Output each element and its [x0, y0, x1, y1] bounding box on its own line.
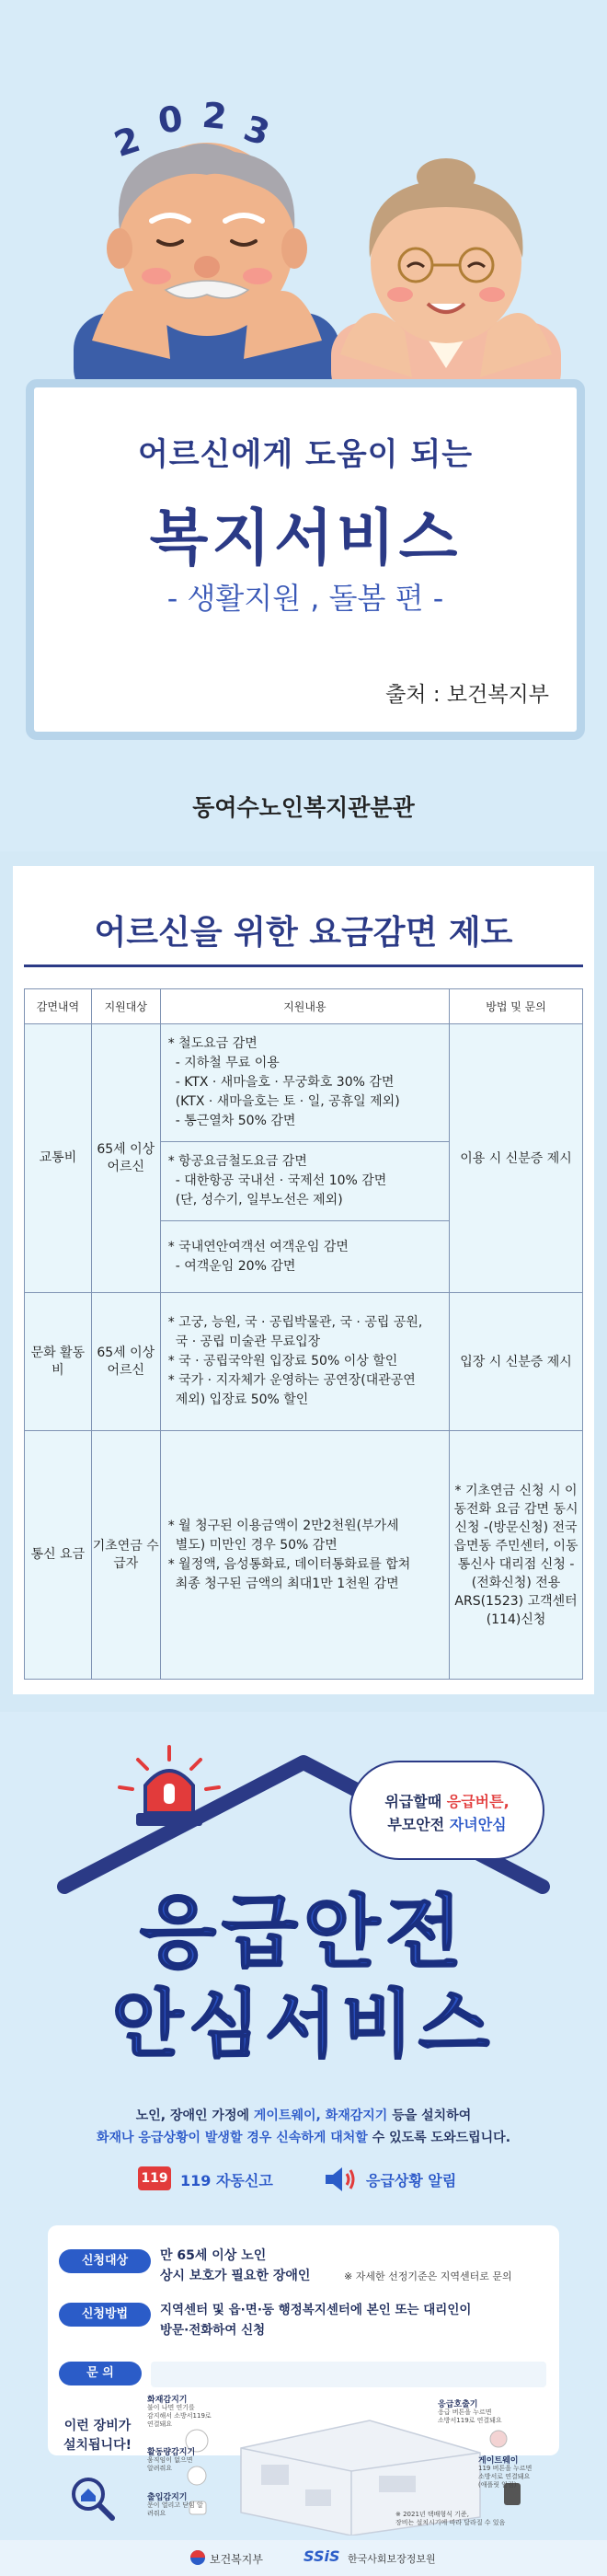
- speaker-icon: [322, 2165, 359, 2194]
- alert-features: [138, 2161, 506, 2198]
- bubble-line-2: 부모안전 자녀안심: [387, 1816, 507, 1833]
- content-line: - KTX · 새마을호 · 무궁화호 30% 감면: [175, 1075, 395, 1090]
- emergency-section: [0, 1712, 607, 2576]
- method-line-2: 방문·전화하여 신청: [160, 2323, 266, 2338]
- content-line: 최종 청구된 금액의 최대1만 1천원 감면: [175, 1576, 399, 1591]
- emergency-alert-label: 응급상황 알림: [366, 2172, 457, 2189]
- inquiry-pill: 문 의: [59, 2362, 142, 2385]
- ssis-logo: SSiS: [304, 2547, 340, 2565]
- fee-panel: [13, 866, 594, 1694]
- target-telecom: 기초연금 수급자: [91, 1431, 160, 1680]
- method-line: 읍면동 주민센터,: [453, 1538, 550, 1554]
- content-line: * 국가 · 지자체가 운영하는 공연장(대관공연: [167, 1373, 416, 1388]
- target-pill: 신청대상: [59, 2249, 151, 2273]
- service-title-2: 안심서비스: [111, 1981, 496, 2067]
- content-line: - 지하철 무료 이용: [175, 1056, 280, 1070]
- content-line: * 월 청구된 이용금액이 2만2천원(부가세: [167, 1518, 399, 1533]
- footer: [0, 2540, 607, 2576]
- device-fire-desc: 불이 나면 연기를 감지해서 소방서119로 연결돼요: [147, 2404, 212, 2428]
- device-question: 이런 장비가 설치됩니다!: [63, 2419, 132, 2453]
- device-door-desc: 문이 열리고 닫힘 알 려줘요: [147, 2501, 203, 2517]
- header-method: 방법 및 문의: [450, 989, 583, 1024]
- method-line: 고객센터(114)신청: [486, 1593, 578, 1627]
- device-activity-label: 활동량감지기: [147, 2448, 196, 2457]
- mohw-logo-icon: [189, 2549, 206, 2566]
- title-card: [26, 379, 585, 740]
- target-note: ※ 자세한 선정기준은 지역센터로 문의: [344, 2270, 512, 2282]
- content-line: * 국내연안여객선 여객운임 감면: [167, 1239, 349, 1254]
- device-door-label: 출입감지기: [147, 2493, 188, 2502]
- method-telecom: [450, 1431, 583, 1680]
- content-line: - 통근열차 50% 감면: [175, 1114, 296, 1128]
- title-main: 복지서비스: [149, 502, 462, 573]
- content-line: - 대한항공 국내선 · 국제선 10% 감면: [175, 1173, 387, 1188]
- content-ship: [160, 1221, 449, 1293]
- content-rail: [160, 1024, 449, 1142]
- method-transport: 이용 시 신분증 제시: [450, 1024, 583, 1293]
- ssis-name: 한국사회보장정보원: [348, 2553, 436, 2565]
- target-culture: 65세 이상 어르신: [91, 1293, 160, 1431]
- inquiry-field: [151, 2362, 546, 2387]
- device-footnote: ※ 2021년 택배형식 기준, 장비는 설치시기에 따라 달라질 수 있음: [395, 2511, 506, 2526]
- mohw-label: 보건복지부: [210, 2553, 263, 2566]
- bubble-line-1: 위급할때 응급버튼,: [384, 1793, 510, 1810]
- hero-section: [0, 0, 607, 851]
- method-line: 이동통신사 대리점: [457, 1538, 578, 1572]
- table-row: [25, 1293, 583, 1431]
- content-line: 별도) 미만인 경우 50% 감면: [175, 1537, 338, 1553]
- content-line: (단, 성수기, 일부노선은 제외): [175, 1193, 343, 1207]
- table-row: [25, 1024, 583, 1142]
- device-gateway-desc: 119 버튼을 누르면 소방서로 연결돼요 (애플릿 알림): [478, 2465, 533, 2489]
- table-header-row: [25, 989, 583, 1024]
- method-line: 이동전화 요금 감면: [453, 1483, 578, 1517]
- method-line: -(전화신청): [471, 1556, 575, 1590]
- category-telecom: 통신 요금: [25, 1431, 92, 1680]
- header-content: 지원내용: [160, 989, 449, 1024]
- method-line: -(방문신청) 전국: [484, 1519, 578, 1535]
- method-line: * 기초연금 신청 시: [454, 1483, 561, 1498]
- content-line: * 항공요금철도요금 감면: [167, 1154, 307, 1169]
- content-line: * 국 · 공립국악원 입장료 50% 이상 할인: [167, 1354, 398, 1369]
- year-digit: 2: [109, 118, 145, 166]
- description-line-1: 노인, 장애인 가정에 게이트웨이, 화재감지기 등을 설치하여: [135, 2108, 472, 2123]
- organization-name: 동여수노인복지관분관: [192, 794, 415, 821]
- fee-table: [24, 988, 583, 1680]
- fee-title: 어르신을 위한 요금감면 제도: [94, 914, 513, 952]
- fee-reduction-section: [0, 851, 607, 1712]
- 119-icon: 119: [138, 2166, 171, 2190]
- target-item-1: 만 65세 이상 노인: [160, 2248, 267, 2263]
- content-line: - 여객운임 20% 감면: [175, 1258, 296, 1274]
- method-culture: 입장 시 신분증 제시: [450, 1293, 583, 1431]
- method-line: 신청: [540, 1556, 566, 1572]
- magnifier-house-icon: [64, 2472, 120, 2527]
- grandmother-illustration: [313, 156, 579, 396]
- device-call-desc: 응급 버튼을 누르면 소방서119로 연결돼요: [438, 2409, 502, 2424]
- header-category: 감면내역: [25, 989, 92, 1024]
- content-air: [160, 1142, 449, 1221]
- year-digit: 2: [200, 94, 229, 138]
- content-telecom: [160, 1431, 449, 1680]
- content-line: (KTX · 새마을호는 토 · 일, 공휴일 제외): [175, 1094, 400, 1109]
- category-transport: 교통비: [25, 1024, 92, 1293]
- content-line: * 고궁, 능원, 국 · 공립박물관, 국 · 공립 공원,: [167, 1315, 423, 1330]
- speech-bubble: [349, 1761, 544, 1860]
- header-target: 지원대상: [91, 989, 160, 1024]
- method-line: 전용ARS(1523): [454, 1575, 561, 1609]
- device-activity-desc: 움직임이 없으면 알려줘요: [147, 2456, 193, 2472]
- content-line: 제외) 입장료 50% 할인: [175, 1392, 309, 1407]
- device-gateway-label: 게이트웨이: [478, 2456, 519, 2466]
- description-line-2: 화재나 응급상황이 발생할 경우 신속하게 대처할 수 있도록 도와드립니다.: [96, 2131, 511, 2145]
- service-title-1: 응급안전: [139, 1887, 468, 1979]
- device-call-label: 응급호출기: [438, 2400, 478, 2409]
- method-line: 동시 신청: [454, 1501, 578, 1535]
- source-label: 출처 : 보건복지부: [385, 683, 549, 707]
- target-transport: 65세 이상 어르신: [91, 1024, 160, 1293]
- content-line: * 월정액, 음성통화료, 데이터통화료를 합쳐: [167, 1556, 411, 1572]
- year-digit: 3: [238, 107, 275, 155]
- auto-report-label: 119 자동신고: [180, 2172, 273, 2189]
- content-line: 국 · 공립 미술관 무료입장: [175, 1334, 321, 1349]
- method-pill: 신청방법: [59, 2303, 151, 2327]
- method-line-1: 지역센터 및 읍·면·동 행정복지센터에 본인 또는 대리인이: [160, 2303, 472, 2317]
- title-subtitle: - 생활지원 , 돌봄 편 -: [166, 581, 444, 616]
- content-culture: [160, 1293, 449, 1431]
- title-divider: [24, 965, 583, 967]
- year-digit: 0: [155, 98, 186, 142]
- target-item-2: 상시 보호가 필요한 장애인: [160, 2269, 311, 2283]
- category-culture: 문화 활동비: [25, 1293, 92, 1431]
- table-row: [25, 1431, 583, 1680]
- title-line-1: 어르신에게 도움이 되는: [137, 436, 474, 473]
- content-line: * 철도요금 감면: [167, 1036, 258, 1051]
- device-fire-label: 화재감지기: [147, 2396, 188, 2405]
